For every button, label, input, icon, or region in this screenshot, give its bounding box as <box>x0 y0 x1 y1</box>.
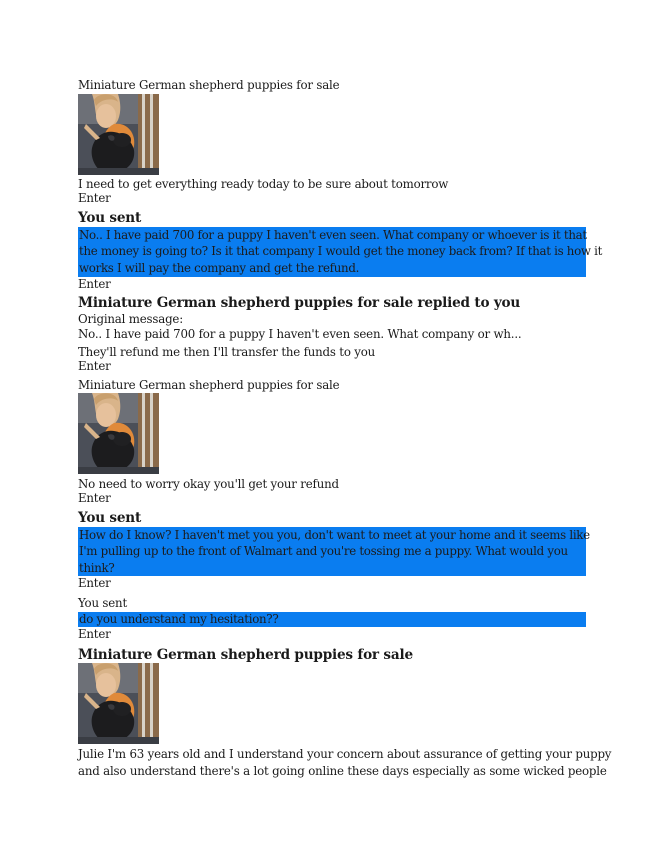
sent-message-highlight <box>78 227 603 277</box>
received-message: No need to worry okay you'll get your refund <box>78 477 339 491</box>
sent-message-line: How do I know? I haven't met you you, don't want to meet at your home and it seems like <box>79 528 590 542</box>
enter-label: Enter <box>78 191 111 205</box>
sent-message-line: I'm pulling up to the front of Walmart and you're tossing me a puppy. What would you <box>79 544 568 559</box>
sender-name: Miniature German shepherd puppies for sale <box>78 378 340 392</box>
puppy-photo <box>78 663 159 744</box>
received-message-line: Julie I'm 63 years old and I understand your concern about assurance of getting your puppy <box>78 747 612 761</box>
you-sent-label: You sent <box>78 596 127 610</box>
you-sent-heading: You sent <box>78 210 142 226</box>
replied-heading: Miniature German shepherd puppies for sale replied to you <box>78 295 521 311</box>
received-message: I need to get everything ready today to be sure about tomorrow <box>78 177 449 191</box>
enter-label: Enter <box>78 359 111 373</box>
enter-label: Enter <box>78 576 111 590</box>
sent-message-line: works I will pay the company and get the refund. <box>79 260 360 275</box>
original-message-text: No.. I have paid 700 for a puppy I haven't even seen. What company or wh... <box>78 327 522 341</box>
sent-message-line: No.. I have paid 700 for a puppy I haven't even seen. What company or whoever is it that <box>79 228 587 242</box>
reply-message: They'll refund me then I'll transfer the funds to you <box>78 345 376 359</box>
enter-label: Enter <box>78 627 111 641</box>
sender-heading: Miniature German shepherd puppies for sale <box>78 647 413 663</box>
sent-message-line: do you understand my hesitation?? <box>79 612 279 626</box>
puppy-photo <box>78 94 159 175</box>
sent-message-highlight <box>78 612 586 627</box>
puppy-photo <box>78 393 159 474</box>
enter-label: Enter <box>78 491 111 505</box>
received-message-line: and also understand there's a lot going online these days especially as some wicked people <box>78 764 607 778</box>
you-sent-heading: You sent <box>78 510 142 526</box>
enter-label: Enter <box>78 277 111 291</box>
sent-message-highlight <box>78 527 590 576</box>
sender-name: Miniature German shepherd puppies for sale <box>78 78 340 92</box>
sent-message-line: think? <box>79 560 115 575</box>
original-message-label: Original message: <box>78 312 183 326</box>
sent-message-line: the money is going to? Is it that company I would get the money back from? If that is how it <box>79 244 603 259</box>
